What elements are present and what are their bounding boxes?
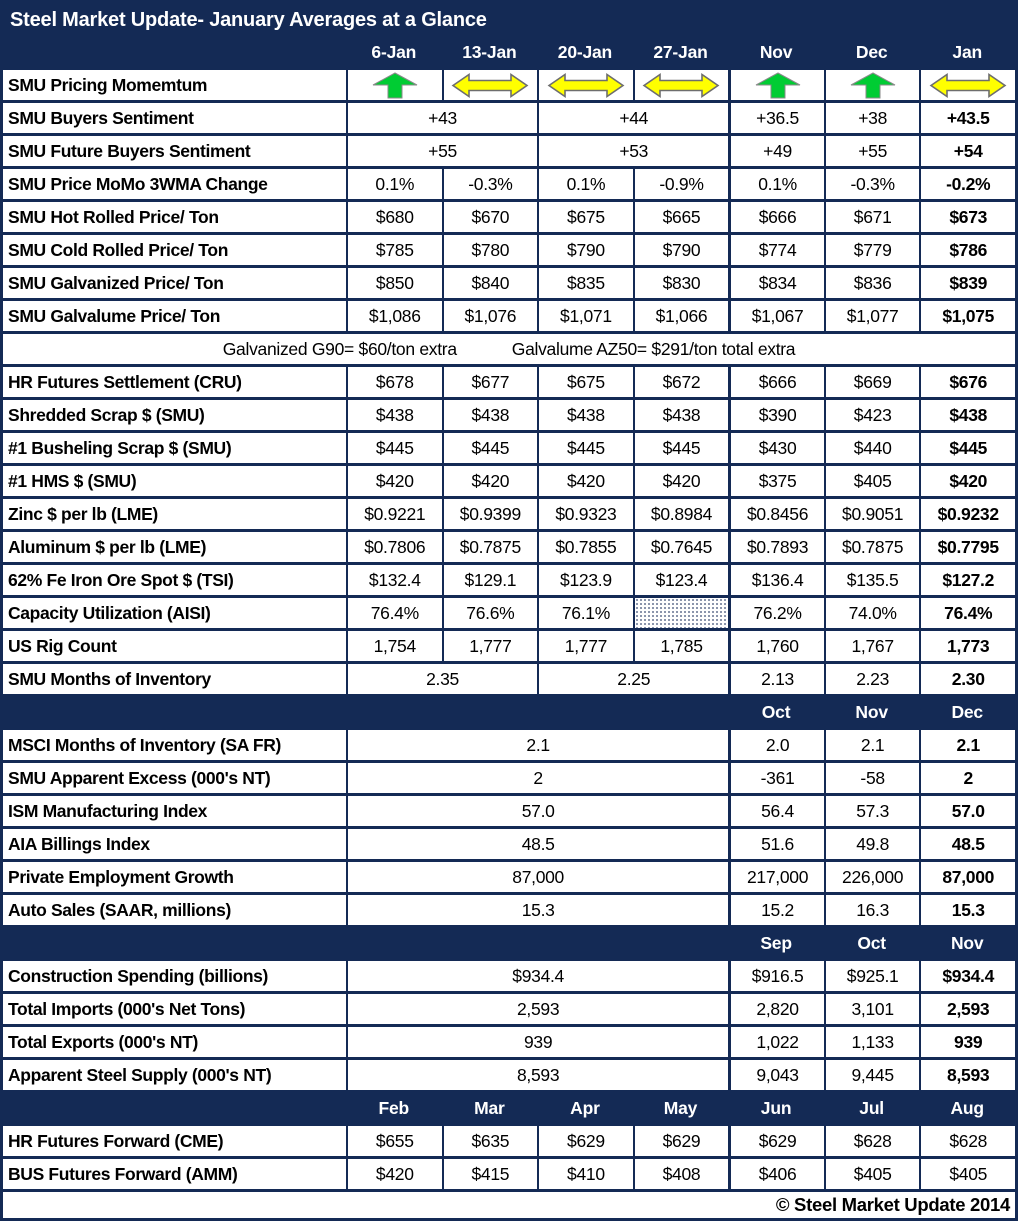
column-header: Dec <box>951 701 983 722</box>
value-cell: $628 <box>919 1126 1015 1156</box>
column-header: Nov <box>855 701 888 722</box>
value-cell: 16.3 <box>824 895 920 925</box>
value-cell: $0.9232 <box>919 499 1015 529</box>
column-header: Feb <box>378 1097 410 1118</box>
column-header-spacer <box>3 1093 346 1123</box>
row-label: SMU Price MoMo 3WMA Change <box>8 173 268 194</box>
value-cell: $0.9323 <box>537 499 633 529</box>
value-cell: $445 <box>442 433 538 463</box>
row-label: Zinc $ per lb (LME) <box>8 503 158 524</box>
value-cell: $934.4 <box>346 961 728 991</box>
row-label: Apparent Steel Supply (000's NT) <box>8 1064 272 1085</box>
value-cell: -0.9% <box>633 169 729 199</box>
value-cell: $405 <box>824 1159 920 1189</box>
column-header <box>442 928 538 958</box>
column-header: 20-Jan <box>557 41 613 62</box>
value-cell: $671 <box>824 202 920 232</box>
row-label: Private Employment Growth <box>8 866 234 887</box>
row-label: #1 HMS $ (SMU) <box>8 470 137 491</box>
value-cell: $375 <box>728 466 824 496</box>
value-cell: 87,000 <box>919 862 1015 892</box>
value-cell: $934.4 <box>919 961 1015 991</box>
left-right-arrow-icon <box>451 72 529 99</box>
momentum-cell <box>442 70 538 100</box>
value-cell: -361 <box>728 763 824 793</box>
value-cell: 2,593 <box>346 994 728 1024</box>
value-cell: $405 <box>919 1159 1015 1189</box>
column-header <box>346 928 442 958</box>
value-cell: 0.1% <box>537 169 633 199</box>
value-cell: $678 <box>346 367 442 397</box>
value-cell: $445 <box>346 433 442 463</box>
value-cell: $0.8456 <box>728 499 824 529</box>
column-header-spacer <box>3 928 346 958</box>
value-cell: 57.0 <box>346 796 728 826</box>
row-label: SMU Future Buyers Sentiment <box>8 140 251 161</box>
value-cell: $666 <box>728 367 824 397</box>
value-cell: $1,077 <box>824 301 920 331</box>
value-cell: 9,043 <box>728 1060 824 1090</box>
column-header <box>442 697 538 727</box>
value-cell: +54 <box>919 136 1015 166</box>
value-cell: 0.1% <box>346 169 442 199</box>
row-label: Total Imports (000's Net Tons) <box>8 998 246 1019</box>
value-cell: +43.5 <box>919 103 1015 133</box>
value-cell: $0.7875 <box>824 532 920 562</box>
value-cell: $1,067 <box>728 301 824 331</box>
copyright-text: © Steel Market Update 2014 <box>3 1189 1015 1218</box>
row-label: SMU Months of Inventory <box>8 668 211 689</box>
value-cell: 76.1% <box>537 598 633 628</box>
up-arrow-icon <box>846 72 900 99</box>
value-cell: 48.5 <box>346 829 728 859</box>
value-cell: 226,000 <box>824 862 920 892</box>
note-text: Galvanized G90= $60/ton extra <box>222 338 457 359</box>
row-label: BUS Futures Forward (AMM) <box>8 1163 238 1184</box>
value-cell: $438 <box>633 400 729 430</box>
value-cell: $420 <box>346 1159 442 1189</box>
value-cell: $0.9221 <box>346 499 442 529</box>
value-cell: $1,076 <box>442 301 538 331</box>
value-cell: $670 <box>442 202 538 232</box>
value-cell: $440 <box>824 433 920 463</box>
value-cell: 56.4 <box>728 796 824 826</box>
column-header: Sep <box>760 932 792 953</box>
value-cell: $135.5 <box>824 565 920 595</box>
value-cell: $677 <box>442 367 538 397</box>
column-header: 6-Jan <box>371 41 417 62</box>
momentum-cell <box>633 70 729 100</box>
value-cell: $790 <box>537 235 633 265</box>
value-cell: $836 <box>824 268 920 298</box>
table-row <box>3 628 1015 661</box>
row-label: MSCI Months of Inventory (SA FR) <box>8 734 281 755</box>
table-row <box>3 430 1015 463</box>
value-cell: $420 <box>919 466 1015 496</box>
value-cell: $445 <box>537 433 633 463</box>
column-header: May <box>663 1097 698 1118</box>
value-cell: $925.1 <box>824 961 920 991</box>
value-cell: $1,086 <box>346 301 442 331</box>
value-cell: 51.6 <box>728 829 824 859</box>
value-cell: $406 <box>728 1159 824 1189</box>
value-cell: 87,000 <box>346 862 728 892</box>
value-cell: $132.4 <box>346 565 442 595</box>
value-cell: $415 <box>442 1159 538 1189</box>
value-cell: 1,760 <box>728 631 824 661</box>
row-label: Construction Spending (billions) <box>8 965 269 986</box>
table-row <box>3 397 1015 430</box>
value-cell: 15.2 <box>728 895 824 925</box>
row-label: US Rig Count <box>8 635 117 656</box>
value-cell: $839 <box>919 268 1015 298</box>
page-title: Steel Market Update- January Averages at a Glance <box>3 3 1015 37</box>
value-cell: $408 <box>633 1159 729 1189</box>
left-right-arrow-icon <box>642 72 720 99</box>
up-arrow-icon <box>368 72 422 99</box>
value-cell: 49.8 <box>824 829 920 859</box>
value-cell: 2.0 <box>728 730 824 760</box>
value-cell: $0.8984 <box>633 499 729 529</box>
column-header-row <box>3 694 1015 727</box>
value-cell: 8,593 <box>346 1060 728 1090</box>
row-label: Total Exports (000's NT) <box>8 1031 198 1052</box>
value-cell: $1,071 <box>537 301 633 331</box>
value-cell: +55 <box>346 136 537 166</box>
column-header <box>346 697 442 727</box>
value-cell: $665 <box>633 202 729 232</box>
value-cell: $423 <box>824 400 920 430</box>
value-cell: 217,000 <box>728 862 824 892</box>
table-row <box>3 133 1015 166</box>
value-cell: 3,101 <box>824 994 920 1024</box>
value-cell: +53 <box>537 136 728 166</box>
value-cell: 2,593 <box>919 994 1015 1024</box>
value-cell: $0.7645 <box>633 532 729 562</box>
row-label: Aluminum $ per lb (LME) <box>8 536 207 557</box>
row-label: SMU Buyers Sentiment <box>8 107 194 128</box>
value-cell: $0.7795 <box>919 532 1015 562</box>
value-cell: $136.4 <box>728 565 824 595</box>
momentum-cell <box>537 70 633 100</box>
value-cell: 76.6% <box>442 598 538 628</box>
value-cell: +36.5 <box>728 103 824 133</box>
table-row <box>3 562 1015 595</box>
up-arrow-icon <box>751 72 805 99</box>
value-cell: $445 <box>633 433 729 463</box>
column-header: Apr <box>570 1097 600 1118</box>
table-row <box>3 463 1015 496</box>
value-cell: $774 <box>728 235 824 265</box>
row-label: Auto Sales (SAAR, millions) <box>8 899 231 920</box>
note-row <box>3 331 1015 364</box>
value-cell: $675 <box>537 367 633 397</box>
table-row <box>3 1123 1015 1156</box>
value-cell: $830 <box>633 268 729 298</box>
value-cell: $635 <box>442 1126 538 1156</box>
value-cell: 76.4% <box>346 598 442 628</box>
row-label: SMU Galvanized Price/ Ton <box>8 272 224 293</box>
value-cell: +43 <box>346 103 537 133</box>
row-label: AIA Billings Index <box>8 833 150 854</box>
table-row <box>3 826 1015 859</box>
column-header: Nov <box>950 932 984 953</box>
row-label: SMU Apparent Excess (000's NT) <box>8 767 271 788</box>
value-cell: 2.1 <box>919 730 1015 760</box>
column-header-row <box>3 37 1015 67</box>
value-cell: +44 <box>537 103 728 133</box>
value-cell: $834 <box>728 268 824 298</box>
value-cell: $129.1 <box>442 565 538 595</box>
value-cell: 8,593 <box>919 1060 1015 1090</box>
note-cell <box>3 334 1015 364</box>
value-cell: $420 <box>537 466 633 496</box>
row-label: HR Futures Forward (CME) <box>8 1130 224 1151</box>
column-header: Dec <box>855 41 888 62</box>
value-cell: $438 <box>442 400 538 430</box>
column-header: Oct <box>761 701 791 722</box>
column-header: Mar <box>474 1097 505 1118</box>
value-cell: $420 <box>633 466 729 496</box>
value-cell: $666 <box>728 202 824 232</box>
value-cell: $0.7875 <box>442 532 538 562</box>
table-row <box>3 298 1015 331</box>
table-row <box>3 760 1015 793</box>
table-row <box>3 166 1015 199</box>
row-label: SMU Cold Rolled Price/ Ton <box>8 239 229 260</box>
value-cell: $785 <box>346 235 442 265</box>
value-cell: 0.1% <box>728 169 824 199</box>
value-cell: $840 <box>442 268 538 298</box>
value-cell: $655 <box>346 1126 442 1156</box>
column-header <box>537 928 633 958</box>
column-header: Nov <box>759 41 793 62</box>
left-right-arrow-icon <box>929 72 1007 99</box>
value-cell: 1,785 <box>633 631 729 661</box>
value-cell: 2.13 <box>728 664 824 694</box>
value-cell: $123.9 <box>537 565 633 595</box>
column-header: 13-Jan <box>462 41 517 62</box>
table-row <box>3 496 1015 529</box>
table-row <box>3 661 1015 694</box>
value-cell: 1,773 <box>919 631 1015 661</box>
value-cell: 2.23 <box>824 664 920 694</box>
value-cell: $780 <box>442 235 538 265</box>
value-cell: 939 <box>919 1027 1015 1057</box>
value-cell: $430 <box>728 433 824 463</box>
value-cell: 1,777 <box>442 631 538 661</box>
column-header <box>633 928 729 958</box>
table-row <box>3 1057 1015 1090</box>
value-cell: 15.3 <box>346 895 728 925</box>
value-cell: $672 <box>633 367 729 397</box>
value-cell: $680 <box>346 202 442 232</box>
value-cell: -0.2% <box>919 169 1015 199</box>
table-row <box>3 199 1015 232</box>
column-header: 27-Jan <box>653 41 708 62</box>
table-row <box>3 859 1015 892</box>
momentum-cell <box>919 70 1015 100</box>
value-cell: $916.5 <box>728 961 824 991</box>
table-row <box>3 67 1015 100</box>
value-cell: 76.2% <box>728 598 824 628</box>
value-cell: $438 <box>346 400 442 430</box>
value-cell: 939 <box>346 1027 728 1057</box>
value-cell: +49 <box>728 136 824 166</box>
table-row <box>3 991 1015 1024</box>
row-label: SMU Hot Rolled Price/ Ton <box>8 206 219 227</box>
row-label: Shredded Scrap $ (SMU) <box>8 404 205 425</box>
value-cell: $410 <box>537 1159 633 1189</box>
momentum-cell <box>346 70 442 100</box>
value-cell: 2.1 <box>346 730 728 760</box>
table-row <box>3 364 1015 397</box>
value-cell: -0.3% <box>442 169 538 199</box>
value-cell: 1,133 <box>824 1027 920 1057</box>
value-cell: $629 <box>537 1126 633 1156</box>
table-row <box>3 1024 1015 1057</box>
value-cell: 57.0 <box>919 796 1015 826</box>
row-label: SMU Pricing Momemtum <box>8 74 208 95</box>
value-cell: $629 <box>633 1126 729 1156</box>
value-cell: $127.2 <box>919 565 1015 595</box>
value-cell: 2.30 <box>919 664 1015 694</box>
value-cell: $405 <box>824 466 920 496</box>
row-label: SMU Galvalume Price/ Ton <box>8 305 221 326</box>
table-row <box>3 958 1015 991</box>
value-cell: 15.3 <box>919 895 1015 925</box>
value-cell: 1,022 <box>728 1027 824 1057</box>
value-cell: $786 <box>919 235 1015 265</box>
column-header-row <box>3 1090 1015 1123</box>
column-header: Jan <box>952 41 982 62</box>
table-row <box>3 793 1015 826</box>
value-cell: +55 <box>824 136 920 166</box>
value-cell: 2 <box>919 763 1015 793</box>
column-header-spacer <box>3 37 346 67</box>
row-label: #1 Busheling Scrap $ (SMU) <box>8 437 232 458</box>
column-header: Jun <box>760 1097 792 1118</box>
value-cell: 74.0% <box>824 598 920 628</box>
value-cell: $629 <box>728 1126 824 1156</box>
value-cell: 76.4% <box>919 598 1015 628</box>
value-cell: 1,754 <box>346 631 442 661</box>
value-cell: 9,445 <box>824 1060 920 1090</box>
value-cell: -0.3% <box>824 169 920 199</box>
value-cell: $1,075 <box>919 301 1015 331</box>
value-cell: 1,767 <box>824 631 920 661</box>
hatched-empty-cell <box>633 598 729 628</box>
value-cell: $420 <box>442 466 538 496</box>
value-cell: $779 <box>824 235 920 265</box>
column-header-row <box>3 925 1015 958</box>
value-cell: $676 <box>919 367 1015 397</box>
left-right-arrow-icon <box>547 72 625 99</box>
row-label: HR Futures Settlement (CRU) <box>8 371 242 392</box>
value-cell: 2 <box>346 763 728 793</box>
column-header-spacer <box>3 697 346 727</box>
value-cell: $675 <box>537 202 633 232</box>
momentum-cell <box>728 70 824 100</box>
value-cell: +38 <box>824 103 920 133</box>
value-cell: 2.35 <box>346 664 537 694</box>
value-cell: $0.7806 <box>346 532 442 562</box>
value-cell: $438 <box>537 400 633 430</box>
table-row <box>3 727 1015 760</box>
value-cell: 2,820 <box>728 994 824 1024</box>
value-cell: $0.7855 <box>537 532 633 562</box>
value-cell: $0.7893 <box>728 532 824 562</box>
value-cell: $850 <box>346 268 442 298</box>
momentum-cell <box>824 70 920 100</box>
value-cell: $390 <box>728 400 824 430</box>
table-row <box>3 892 1015 925</box>
table-row <box>3 232 1015 265</box>
value-cell: $445 <box>919 433 1015 463</box>
table-row <box>3 265 1015 298</box>
value-cell: $628 <box>824 1126 920 1156</box>
row-label: ISM Manufacturing Index <box>8 800 208 821</box>
value-cell: -58 <box>824 763 920 793</box>
value-cell: $0.9051 <box>824 499 920 529</box>
value-cell: 57.3 <box>824 796 920 826</box>
row-label: Capacity Utilization (AISI) <box>8 602 211 623</box>
table-body <box>3 37 1015 1189</box>
value-cell: 2.25 <box>537 664 728 694</box>
row-label: 62% Fe Iron Ore Spot $ (TSI) <box>8 569 234 590</box>
table-row <box>3 1156 1015 1189</box>
note-text: Galvalume AZ50= $291/ton total extra <box>511 338 796 359</box>
value-cell: $0.9399 <box>442 499 538 529</box>
column-header <box>537 697 633 727</box>
value-cell: $123.4 <box>633 565 729 595</box>
value-cell: $790 <box>633 235 729 265</box>
value-cell: $438 <box>919 400 1015 430</box>
value-cell: $420 <box>346 466 442 496</box>
table-row <box>3 100 1015 133</box>
value-cell: $1,066 <box>633 301 729 331</box>
value-cell: 2.1 <box>824 730 920 760</box>
value-cell: $835 <box>537 268 633 298</box>
value-cell: 48.5 <box>919 829 1015 859</box>
value-cell: $673 <box>919 202 1015 232</box>
table-row <box>3 595 1015 628</box>
column-header: Jul <box>859 1097 884 1118</box>
column-header <box>633 697 729 727</box>
table-row <box>3 529 1015 562</box>
column-header: Aug <box>950 1097 984 1118</box>
value-cell: $669 <box>824 367 920 397</box>
column-header: Oct <box>857 932 886 953</box>
value-cell: 1,777 <box>537 631 633 661</box>
